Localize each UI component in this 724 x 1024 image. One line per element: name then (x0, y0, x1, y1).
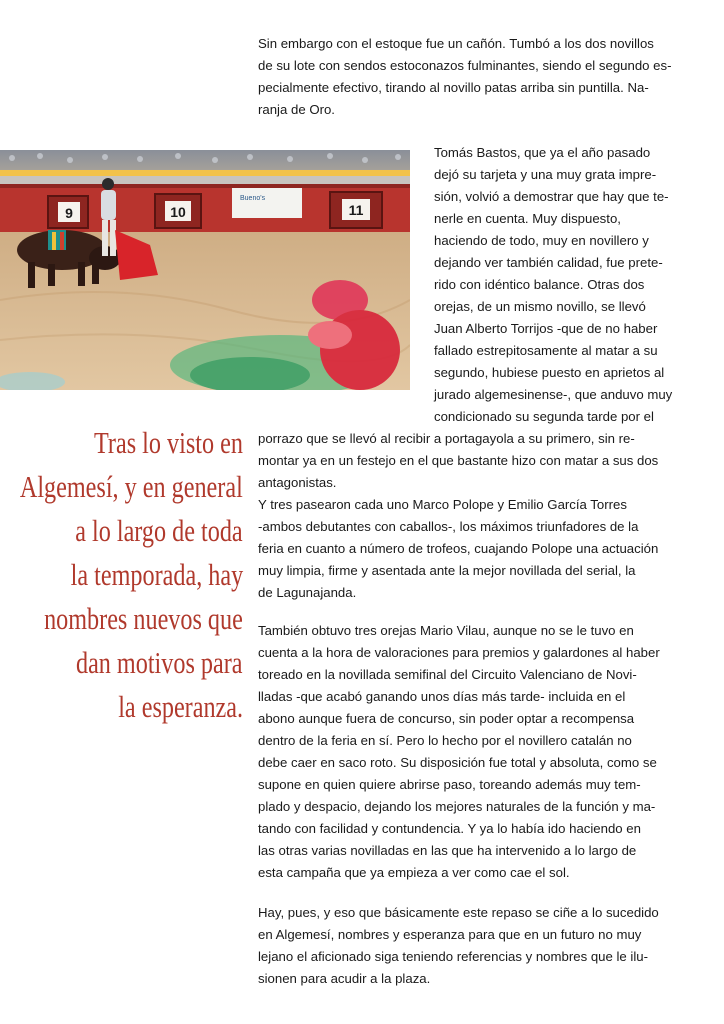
pull-quote-line: Tras lo visto en (94, 425, 243, 460)
text-line: segundo, hubiese puesto en aprietos al (434, 365, 665, 380)
text-line: condicionado su segunda tarde por el (434, 409, 654, 424)
text-line: Juan Alberto Torrijos -que de no haber (434, 321, 658, 336)
text-line: debe caer en saco roto. Su disposición fue total y absoluta, como se (258, 755, 657, 770)
text-line: muy limpia, firme y asentada ante la mejor novillada del serial, la (258, 563, 636, 578)
text-line: dejando ver también calidad, fue prete- (434, 255, 663, 270)
text-line: tando con facilidad y contundencia. Y ya lo había ido haciendo en (258, 821, 641, 836)
text-line: lladas -que acabó ganando unos días más tarde- incluida en el (258, 689, 626, 704)
text-line: feria en cuanto a número de trofeos, cuajando Polope una actuación (258, 541, 659, 556)
text-line: toreado en la novillada semifinal del Circuito Valenciano de Novi- (258, 667, 637, 682)
text-line: haciendo de todo, muy en novillero y (434, 233, 649, 248)
text-line: pecialmente efectivo, tirando al novillo patas arriba sin puntilla. Na- (258, 80, 649, 95)
sponsor-sign (232, 188, 302, 218)
text-line: Hay, pues, y eso que básicamente este repaso se ciñe a lo sucedido (258, 905, 659, 920)
text-line: porrazo que se llevó al recibir a portagayola a su primero, sin re- (258, 431, 635, 446)
gate-number-9: 9 (65, 205, 73, 221)
text-line: antagonistas. (258, 475, 337, 490)
sponsor-sign-text: Bueno's (240, 195, 266, 202)
bullfight-photo (0, 150, 410, 390)
text-line: fallado estrepitosamente al matar a su (434, 343, 658, 358)
text-line: rido con idéntico balance. Otras dos (434, 277, 645, 292)
text-line: lejano el aficionado siga teniendo referencias y nombres que le ilu- (258, 949, 649, 964)
gate-number-11: 11 (348, 202, 364, 218)
text-line: las otras varias novilladas en las que ha intervenido a lo largo de (258, 843, 637, 858)
gate-number-10: 10 (170, 204, 186, 220)
pull-quote-line: la esperanza. (118, 689, 243, 724)
pull-quote-line: nombres nuevos que (44, 601, 243, 636)
pull-quote-line: a lo largo de toda (75, 513, 243, 548)
text-line: supone en quien quiere abrirse paso, toreando además muy tem- (258, 777, 641, 792)
text-line: en Algemesí, nombres y esperanza para que en un futuro no muy (258, 927, 642, 942)
text-line: de Lagunajanda. (258, 585, 357, 600)
text-line: dentro de la feria en sí. Pero lo hecho por el novillero catalán no (258, 733, 632, 748)
text-line: ranja de Oro. (258, 102, 335, 117)
text-line: -ambos debutantes con caballos-, los máximos triunfadores de la (258, 519, 639, 534)
text-line: Sin embargo con el estoque fue un cañón. Tumbó a los dos novillos (258, 36, 654, 51)
text-line: montar ya en un festejo en el que bastante hizo con matar a sus dos (258, 453, 659, 468)
crowd-stands (0, 150, 410, 172)
text-line: de su lote con sendos estoconazos fulminantes, siendo el segundo es- (258, 58, 672, 73)
pull-quote-line: dan motivos para (76, 645, 243, 680)
text-line: Y tres pasearon cada uno Marco Polope y Emilio García Torres (258, 497, 627, 512)
text-line: nerle en cuenta. Muy dispuesto, (434, 211, 621, 226)
text-line: plado y despacio, dejando los mejores naturales de la función y ma- (258, 799, 656, 814)
text-line: esta campaña que ya empieza a ver como cae el sol. (258, 865, 570, 880)
pull-quote-line: la temporada, hay (70, 557, 243, 592)
text-line: sionen para acudir a la plaza. (258, 971, 431, 986)
text-line: dejó su tarjeta y una muy grata impre- (434, 167, 657, 182)
text-line: orejas, de un mismo novillo, se llevó (434, 299, 646, 314)
text-line: jurado algemesinense-, que anduvo muy (434, 387, 673, 402)
pull-quote-line: Algemesí, y en general (20, 469, 243, 504)
text-line: cuenta a la hora de valoraciones para premios y galardones al haber (258, 645, 660, 660)
text-line: sión, volvió a demostrar que hay que te- (434, 189, 669, 204)
text-line: Tomás Bastos, que ya el año pasado (434, 145, 651, 160)
text-line: abono aunque fuera de concurso, sin poder optar a recompensa (258, 711, 635, 726)
text-line: También obtuvo tres orejas Mario Vilau, aunque no se le tuvo en (258, 623, 634, 638)
